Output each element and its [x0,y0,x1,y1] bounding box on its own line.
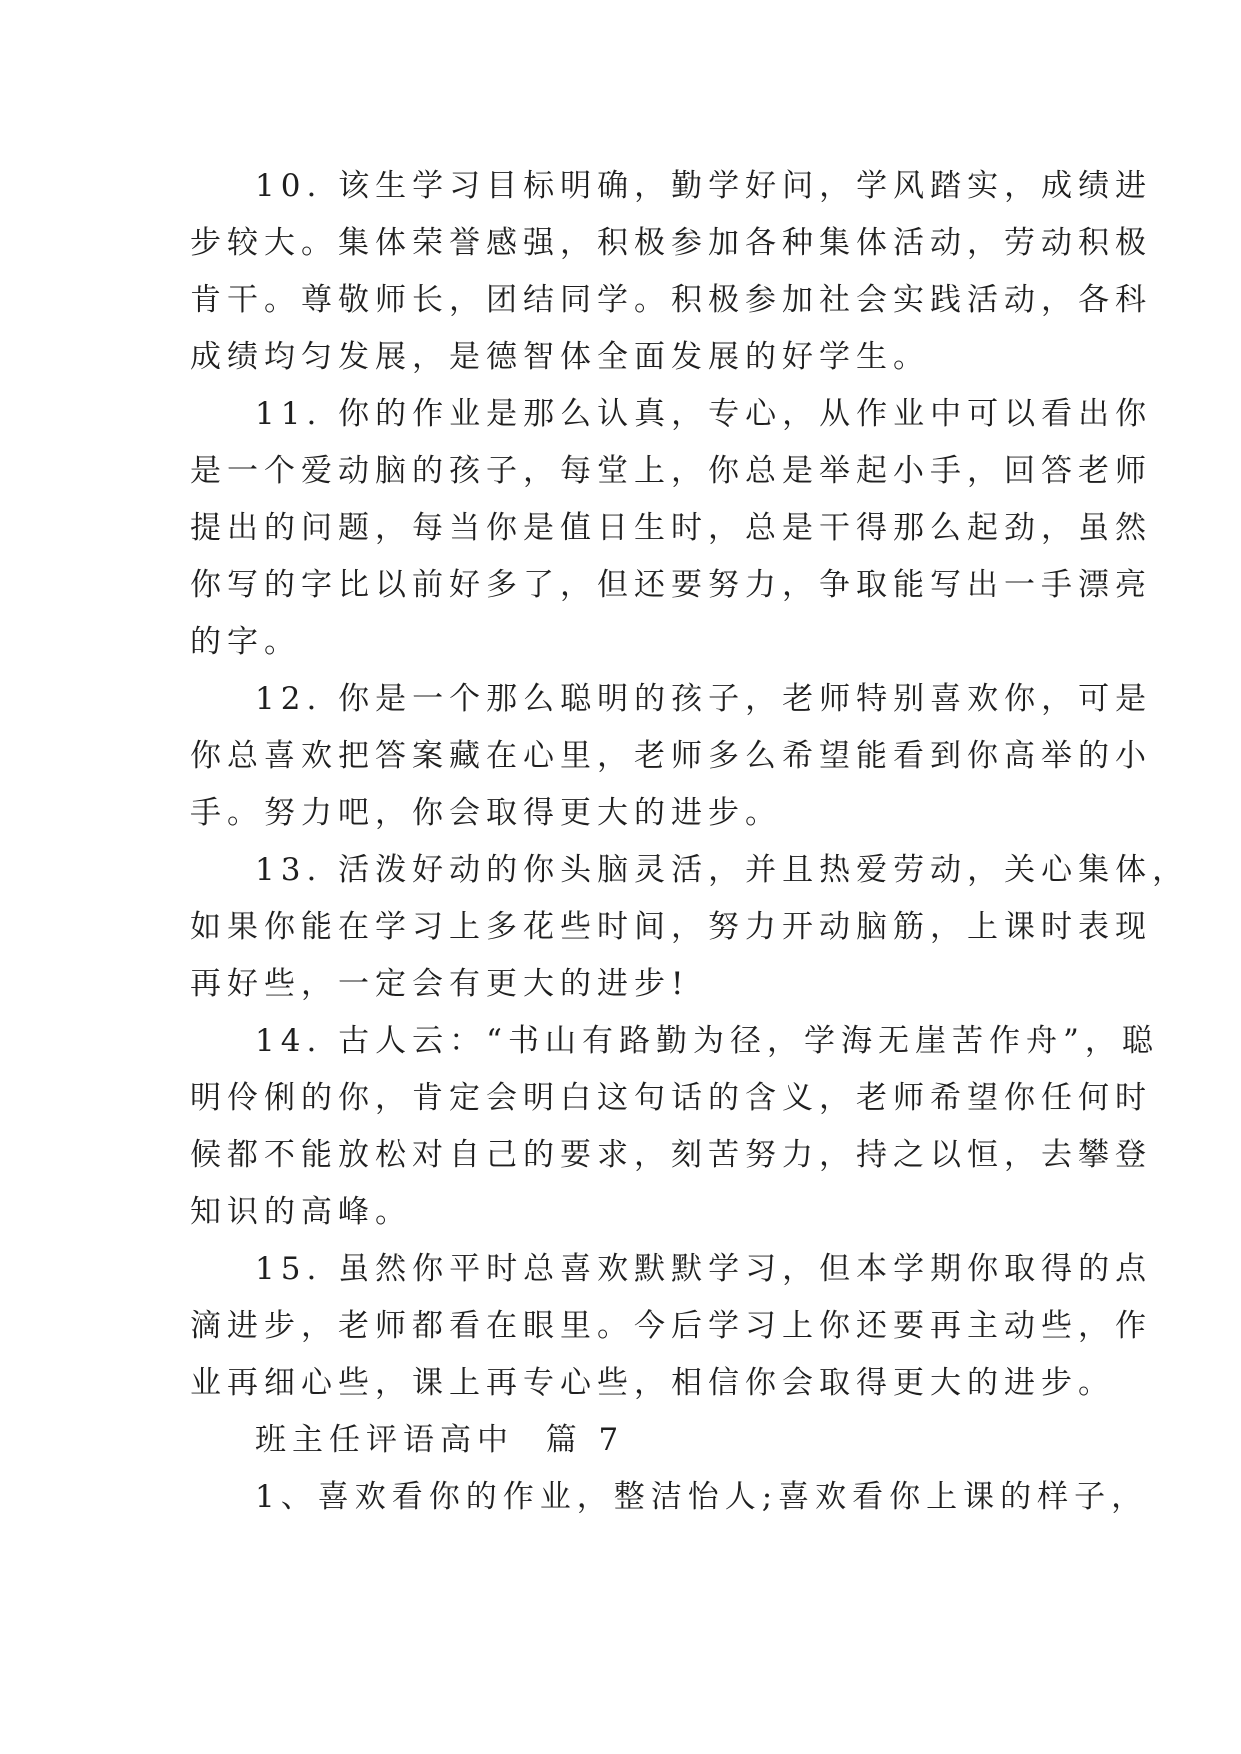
paragraph-line: 的字。 [190,624,301,660]
paragraph-line: 滴进步，老师都看在眼里。今后学习上你还要再主动些，作 [190,1308,1152,1344]
section-heading: 班主任评语高中 篇 7 [255,1422,625,1458]
paragraph-line: 提出的问题，每当你是值日生时，总是干得那么起劲，虽然 [190,510,1152,546]
paragraph-line: 你总喜欢把答案藏在心里，老师多么希望能看到你高举的小 [190,738,1152,774]
paragraph-line: 1、喜欢看你的作业，整洁怡人;喜欢看你上课的样子， [255,1479,1149,1515]
paragraph-line: 是一个爱动脑的孩子，每堂上，你总是举起小手，回答老师 [190,453,1152,489]
paragraph-line: 14. 古人云：“书山有路勤为径，学海无崖苦作舟”，聪 [255,1023,1159,1059]
paragraph-line: 步较大。集体荣誉感强，积极参加各种集体活动，劳动积极 [190,225,1152,261]
paragraph-line: 如果你能在学习上多花些时间，努力开动脑筋，上课时表现 [190,909,1152,945]
paragraph-line: 10. 该生学习目标明确，勤学好问，学风踏实，成绩进 [255,168,1153,204]
paragraph-line: 知识的高峰。 [190,1194,412,1230]
paragraph-line: 候都不能放松对自己的要求，刻苦努力，持之以恒，去攀登 [190,1137,1152,1173]
paragraph-line: 业再细心些，课上再专心些，相信你会取得更大的进步。 [190,1365,1115,1401]
paragraph-line: 11. 你的作业是那么认真，专心，从作业中可以看出你 [255,396,1153,432]
paragraph-line: 明伶俐的你，肯定会明白这句话的含义，老师希望你任何时 [190,1080,1152,1116]
paragraph-line: 13. 活泼好动的你头脑灵活，并且热爱劳动，关心集体， [255,852,1190,888]
paragraph-line: 再好些，一定会有更大的进步! [190,966,690,1002]
paragraph-line: 你写的字比以前好多了，但还要努力，争取能写出一手漂亮 [190,567,1152,603]
paragraph-line: 15. 虽然你平时总喜欢默默学习，但本学期你取得的点 [255,1251,1153,1287]
paragraph-line: 12. 你是一个那么聪明的孩子，老师特别喜欢你，可是 [255,681,1153,717]
paragraph-line: 成绩均匀发展，是德智体全面发展的好学生。 [190,339,930,375]
paragraph-line: 手。努力吧，你会取得更大的进步。 [190,795,782,831]
paragraph-line: 肯干。尊敬师长，团结同学。积极参加社会实践活动，各科 [190,282,1152,318]
